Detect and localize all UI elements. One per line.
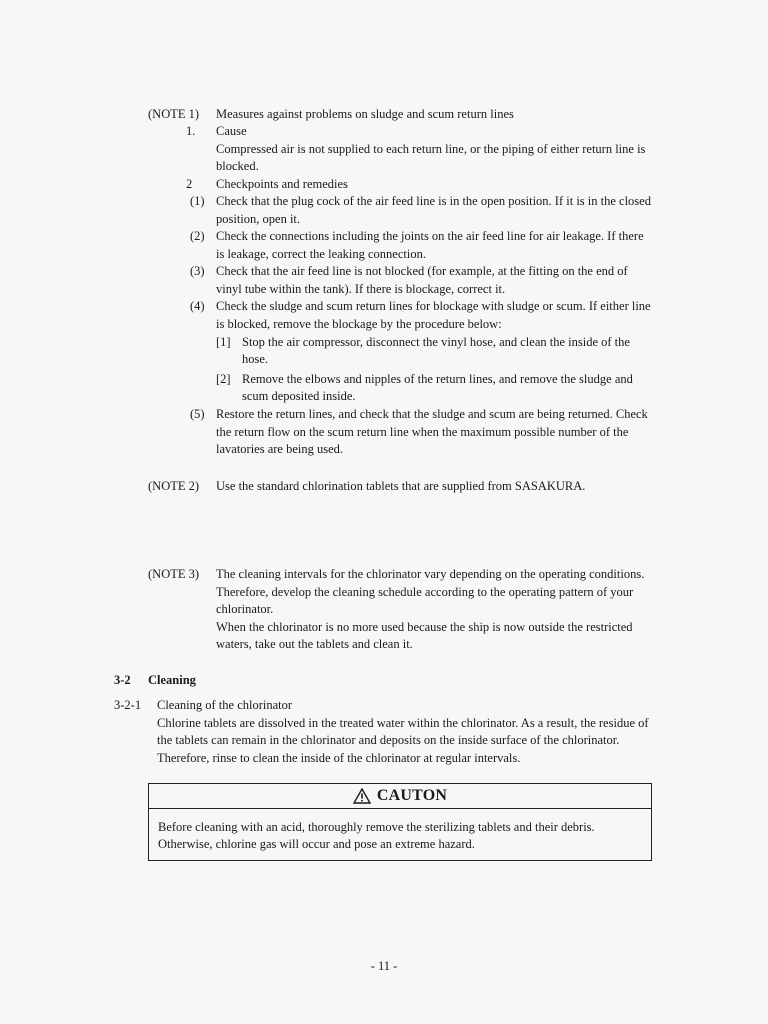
subsection-line-3: Therefore, rinse to clean the inside of the chlorinator at regular intervals. xyxy=(157,751,521,765)
subsection-line-1: Chlorine tablets are dissolved in the treated water within the chlorinator. As a result, the residue of xyxy=(157,716,649,730)
caution-title: CAUTON xyxy=(376,787,448,804)
check5-line-3: lavatories are being used. xyxy=(216,442,344,456)
check5-line-1: Restore the return lines, and check that the sludge and scum are being returned. Check xyxy=(216,407,648,421)
check1-line-1: Check that the plug cock of the air feed line is in the open position. If it is in the closed xyxy=(216,194,651,208)
check2-line-1: Check the connections including the joints on the air feed line for air leakage. If there xyxy=(216,229,644,243)
check2-line-2: is leakage, correct the leaking connection. xyxy=(216,247,426,261)
note1-item2-number: 2 xyxy=(186,177,193,191)
note1-label: (NOTE 1) xyxy=(148,107,200,121)
note3-line-4: When the chlorinator is no more used because the ship is now outside the restricted xyxy=(216,620,633,634)
note2-label: (NOTE 2) xyxy=(148,479,200,493)
cause-line-2: blocked. xyxy=(216,159,259,173)
subsection-title: Cleaning of the chlorinator xyxy=(157,698,293,712)
subsection-line-2: the tablets can remain in the chlorinator and deposits on the inside surface of the chlorinator. xyxy=(157,733,620,747)
check4-line-1: Check the sludge and scum return lines for blockage with sludge or scum. If either line xyxy=(216,299,651,313)
caution-line-2: Otherwise, chlorine gas will occur and pose an extreme hazard. xyxy=(158,837,475,851)
note3-line-5: waters, take out the tablets and clean it. xyxy=(216,637,413,651)
caution-box xyxy=(148,783,652,861)
check4-number: (4) xyxy=(190,299,205,313)
caution-line-1: Before cleaning with an acid, thoroughly remove the sterilizing tablets and their debris. xyxy=(158,820,595,834)
check3-number: (3) xyxy=(190,264,205,278)
check1-number: (1) xyxy=(190,194,205,208)
step2-line-1: Remove the elbows and nipples of the return lines, and remove the sludge and xyxy=(242,372,633,386)
section-title: Cleaning xyxy=(148,673,196,687)
cause-line-1: Compressed air is not supplied to each return line, or the piping of either return line is xyxy=(216,142,646,156)
check3-line-1: Check that the air feed line is not blocked (for example, at the fitting on the end of xyxy=(216,264,628,278)
check1-line-2: position, open it. xyxy=(216,212,301,226)
caution-header xyxy=(149,784,651,809)
note1-item1-number: 1. xyxy=(186,124,196,138)
note2-text: Use the standard chlorination tablets that are supplied from SASAKURA. xyxy=(216,479,586,493)
note3-label: (NOTE 3) xyxy=(148,567,200,581)
check2-number: (2) xyxy=(190,229,205,243)
check5-number: (5) xyxy=(190,407,205,421)
subsection-number: 3-2-1 xyxy=(114,698,142,712)
section-number: 3-2 xyxy=(114,673,131,687)
page-number: - 11 - xyxy=(370,959,398,973)
check3-line-2: vinyl tube within the tank). If there is blockage, correct it. xyxy=(216,282,506,296)
note3-line-1: The cleaning intervals for the chlorinator vary depending on the operating conditions. xyxy=(216,567,645,581)
step1-line-2: hose. xyxy=(242,352,269,366)
note1-title: Measures against problems on sludge and scum return lines xyxy=(216,107,514,121)
warning-triangle-icon xyxy=(353,788,371,804)
step1-line-1: Stop the air compressor, disconnect the vinyl hose, and clean the inside of the xyxy=(242,335,630,349)
step1-number: [1] xyxy=(216,335,231,349)
check5-line-2: the return flow on the scum return line when the maximum possible number of the xyxy=(216,425,629,439)
step2-number: [2] xyxy=(216,372,231,386)
note3-line-3: chlorinator. xyxy=(216,602,274,616)
note1-item1-title: Cause xyxy=(216,124,247,138)
step2-line-2: scum deposited inside. xyxy=(242,389,356,403)
note3-line-2: Therefore, develop the cleaning schedule according to the operating pattern of your xyxy=(216,585,634,599)
check4-line-2: is blocked, remove the blockage by the procedure below: xyxy=(216,317,502,331)
note1-item2-title: Checkpoints and remedies xyxy=(216,177,348,191)
